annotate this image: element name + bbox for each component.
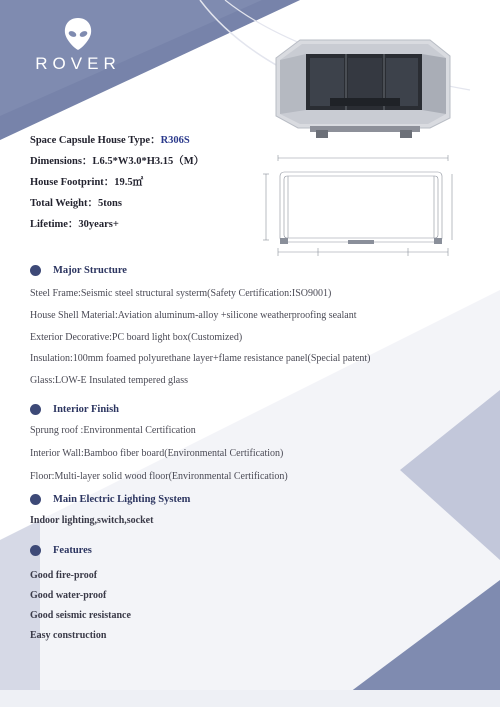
spec-footprint	[30, 174, 143, 189]
lighting-heading	[30, 494, 190, 505]
bullet-icon	[30, 545, 41, 556]
list-item: Good fire-proof	[30, 570, 98, 581]
list-item: Insulation:100mm foamed polyurethane layer+flame resistance panel(Special patent)	[30, 353, 371, 364]
bullet-icon	[30, 265, 41, 276]
spec-lifetime-label: Lifetime：	[30, 219, 79, 230]
interior-finish-heading	[30, 404, 119, 415]
spec-lifetime-value: 30years+	[78, 219, 119, 230]
spec-weight-value: 5tons	[97, 198, 122, 209]
list-item: Good seismic resistance	[30, 610, 131, 621]
lighting-title: Main Electric Lighting System	[53, 494, 191, 505]
spec-footprint-label: House Footprint：	[30, 177, 115, 188]
bullet-icon	[30, 404, 41, 415]
spec-type-value: R306S	[160, 135, 190, 146]
list-item: Glass:LOW-E Insulated tempered glass	[30, 375, 189, 386]
list-item: Easy construction	[30, 630, 107, 641]
spec-dimensions-value: L6.5*W3.0*H3.15（M）	[92, 156, 205, 167]
major-structure-heading	[30, 265, 127, 276]
major-structure-title: Major Structure	[53, 265, 127, 276]
spec-footprint-value: 19.5㎡	[114, 177, 144, 188]
list-item: Floor:Multi-layer solid wood floor(Environmental Certification)	[30, 471, 288, 482]
features-title: Features	[53, 545, 92, 556]
bullet-icon	[30, 494, 41, 505]
spec-dimensions	[30, 153, 204, 168]
list-item: Sprung roof :Environmental Certification	[30, 425, 196, 436]
floor-plan-drawing	[258, 152, 460, 264]
interior-finish-title: Interior Finish	[53, 404, 120, 415]
list-item: Good water-proof	[30, 590, 107, 601]
capsule-house-render	[270, 28, 455, 140]
spec-weight	[30, 195, 122, 210]
brand-name: ROVER	[35, 54, 121, 73]
spec-dimensions-label: Dimensions：	[30, 156, 93, 167]
features-heading	[30, 545, 92, 556]
list-item: Exterior Decorative:PC board light box(Customized)	[30, 332, 243, 343]
spec-lifetime	[30, 216, 119, 231]
spec-type-label: Space Capsule House Type：	[30, 135, 161, 146]
bottom-strip	[0, 690, 500, 707]
brand-logo	[30, 14, 126, 78]
spec-type	[30, 132, 190, 147]
list-item: Steel Frame:Seismic steel structural systerm(Safety Certification:ISO9001)	[30, 288, 332, 299]
spec-weight-label: Total Weight：	[30, 198, 98, 209]
list-item: Interior Wall:Bamboo fiber board(Environmental Certification)	[30, 448, 284, 459]
alien-head-logo-icon	[30, 14, 126, 54]
list-item: Indoor lighting,switch,socket	[30, 515, 154, 526]
list-item: House Shell Material:Aviation aluminum-alloy +silicone weatherproofing sealant	[30, 310, 357, 321]
